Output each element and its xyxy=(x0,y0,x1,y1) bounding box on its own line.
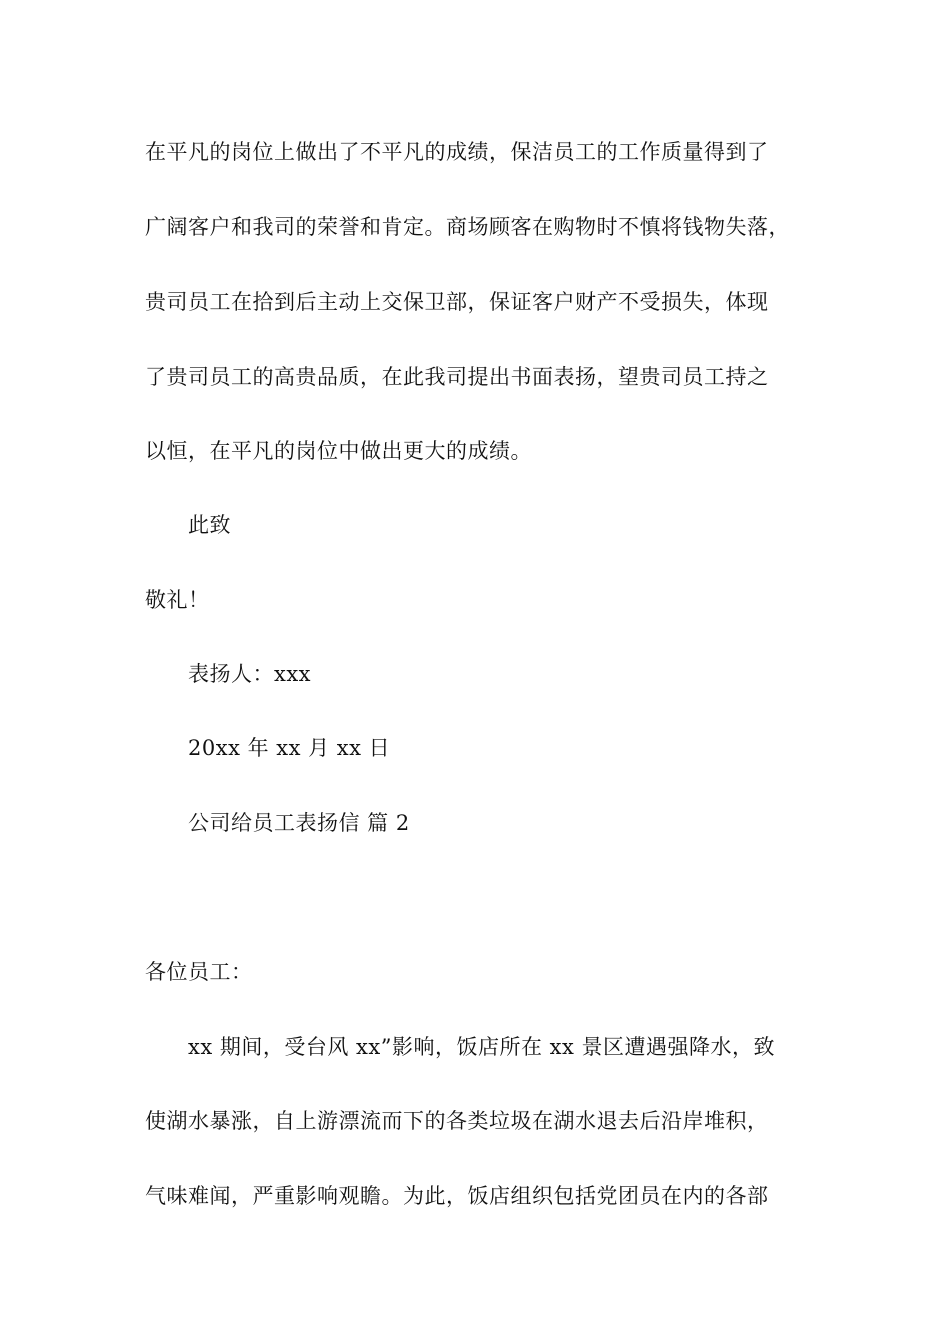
body-line-2: 广阔客户和我司的荣誉和肯定。商场顾客在购物时不慎将钱物失落， xyxy=(145,215,790,239)
body-line-1: 在平凡的岗位上做出了不平凡的成绩，保洁员工的工作质量得到了 xyxy=(145,140,769,164)
greeting-line: 各位员工： xyxy=(145,960,253,984)
body-line-6: xx 期间，受台风 xx”影响，饭店所在 xx 景区遭遇强降水，致 xyxy=(188,1035,775,1059)
section-heading: 公司给员工表扬信 篇 2 xyxy=(188,811,410,835)
signer-line: 表扬人：xxx xyxy=(188,662,312,686)
body-line-7: 使湖水暴涨，自上游漂流而下的各类垃圾在湖水退去后沿岸堆积， xyxy=(145,1109,769,1133)
body-line-3: 贵司员工在拾到后主动上交保卫部，保证客户财产不受损失，体现 xyxy=(145,290,769,314)
body-line-5: 以恒，在平凡的岗位中做出更大的成绩。 xyxy=(145,439,532,463)
regards-line: 敬礼！ xyxy=(145,588,210,612)
body-line-4: 了贵司员工的高贵品质，在此我司提出书面表扬，望贵司员工持之 xyxy=(145,365,769,389)
body-line-8: 气味难闻，严重影响观瞻。为此，饭店组织包括党团员在内的各部 xyxy=(145,1184,769,1208)
closing-salutation: 此致 xyxy=(188,513,231,537)
date-line: 20xx 年 xx 月 xx 日 xyxy=(188,736,391,760)
